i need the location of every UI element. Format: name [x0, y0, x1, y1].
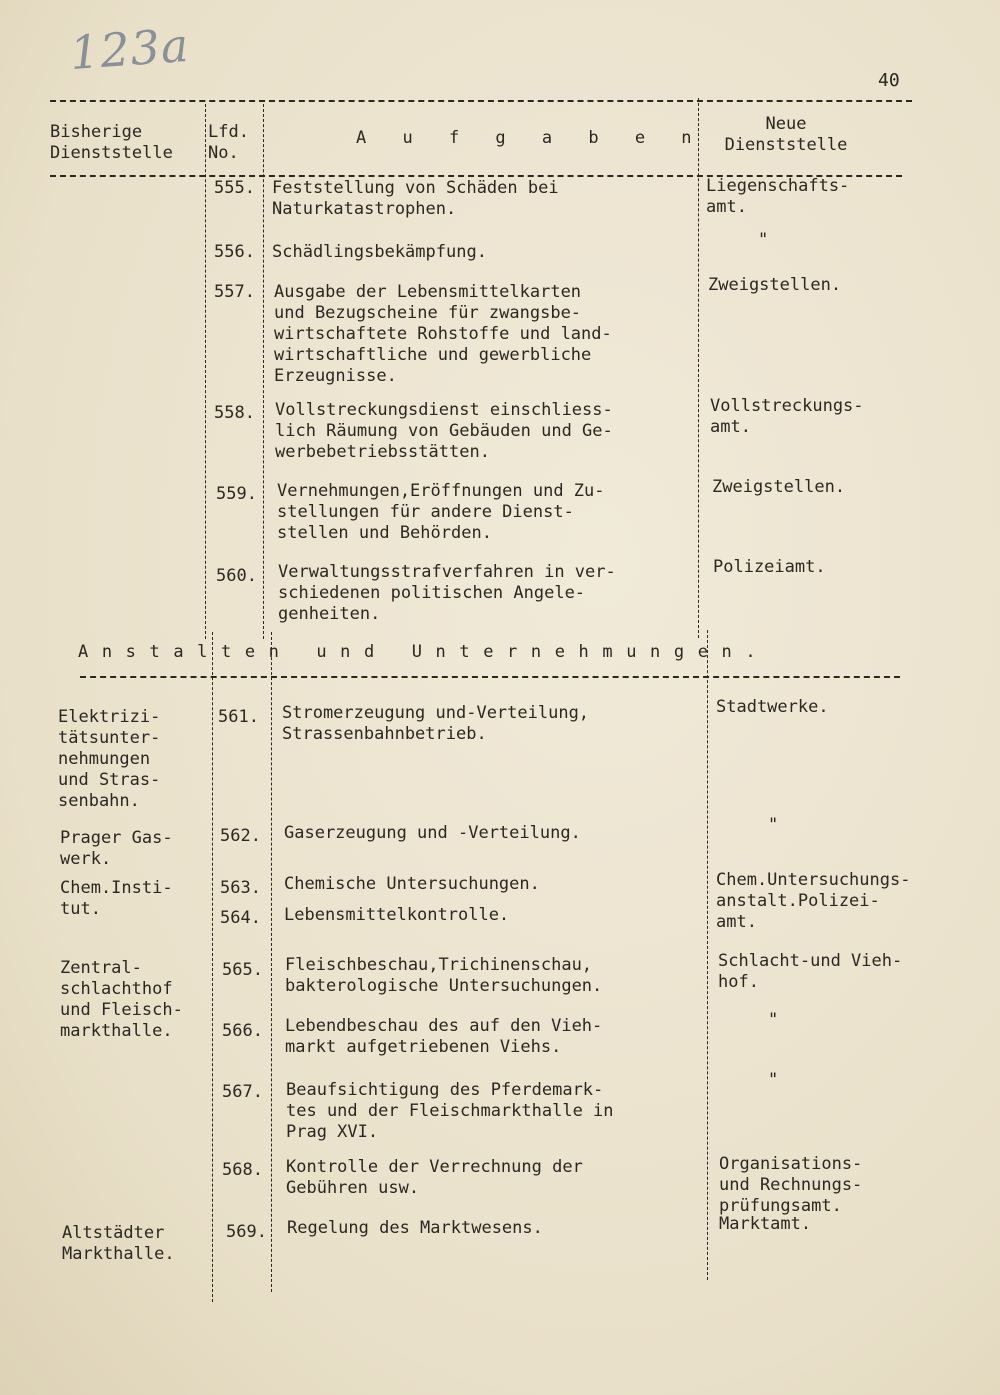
column-separator	[205, 104, 206, 639]
row-old-office: Elektrizi- tätsunter- nehmungen und Stras- senbahn.	[58, 707, 161, 811]
row-old-office: Zentral- schlachthof und Fleisch- markthalle.	[60, 958, 183, 1041]
row-task: Fleischbeschau,Trichinenschau, bakterologische Untersuchungen.	[285, 955, 603, 996]
row-new-office: Vollstreckungs- amt.	[710, 396, 864, 437]
row-task: Stromerzeugung und-Verteilung, Strassenbahnbetrieb.	[282, 703, 590, 744]
row-task: Lebensmittelkontrolle.	[284, 905, 510, 925]
handwritten-page-note: 123a	[68, 17, 191, 81]
row-old-office: Altstädter Markthalle.	[62, 1223, 175, 1264]
column-separator	[271, 632, 272, 1292]
header-top-rule	[50, 100, 912, 102]
section-rule	[80, 676, 900, 678]
row-number: 559.	[216, 484, 257, 504]
row-new-office: Zweigstellen.	[708, 275, 842, 295]
row-number: 563.	[220, 878, 261, 898]
row-task: Regelung des Marktwesens.	[287, 1218, 543, 1238]
row-number: 566.	[222, 1021, 263, 1041]
row-new-office: "	[768, 1010, 779, 1030]
row-number: 568.	[222, 1160, 263, 1180]
row-new-office: Chem.Untersuchungs- anstalt.Polizei- amt.	[716, 870, 911, 932]
row-task: Beaufsichtigung des Pferdemark- tes und der Fleischmarkthalle in Prag XVI.	[286, 1080, 614, 1142]
row-number: 561.	[218, 707, 259, 727]
row-task: Schädlingsbekämpfung.	[272, 242, 487, 262]
column-separator	[212, 632, 213, 1302]
row-task: Vollstreckungsdienst einschliess- lich Räumung von Gebäuden und Ge- werbebetriebsstätten.	[275, 400, 613, 462]
row-task: Gaserzeugung und -Verteilung.	[284, 823, 581, 843]
row-number: 558.	[214, 403, 255, 423]
row-task: Lebendbeschau des auf den Vieh- markt aufgetriebenen Viehs.	[285, 1016, 603, 1057]
column-separator	[698, 98, 699, 638]
header-tasks: A u f g a b e n	[356, 128, 705, 148]
row-task: Verwaltungsstrafverfahren in ver- schiedenen politischen Angele- genheiten.	[278, 562, 616, 624]
row-new-office: Schlacht-und Vieh- hof.	[718, 951, 903, 992]
row-number: 556.	[214, 242, 255, 262]
row-number: 555.	[214, 178, 255, 198]
row-new-office: "	[768, 815, 779, 835]
header-number: Lfd. No.	[208, 122, 249, 163]
row-task: Ausgabe der Lebensmittelkarten und Bezugscheine für zwangsbe- wirtschaftete Rohstoffe und land- wirtschaftliche und gewerbliche Erzeugnisse.	[274, 282, 612, 386]
row-task: Kontrolle der Verrechnung der Gebühren usw.	[286, 1157, 583, 1198]
row-new-office: "	[768, 1070, 779, 1090]
column-separator	[263, 104, 264, 639]
page-number: 40	[878, 70, 900, 91]
row-new-office: Liegenschafts- amt.	[706, 176, 850, 217]
row-new-office: Polizeiamt.	[713, 557, 826, 577]
row-number: 562.	[220, 826, 261, 846]
row-new-office: "	[758, 230, 769, 250]
row-number: 565.	[222, 960, 263, 980]
row-number: 567.	[222, 1082, 263, 1102]
row-task: Vernehmungen,Eröffnungen und Zu- stellungen für andere Dienst- stellen und Behörden.	[277, 481, 605, 543]
row-new-office: Organisations- und Rechnungs- prüfungsamt.	[719, 1154, 863, 1216]
row-new-office: Zweigstellen.	[712, 477, 846, 497]
row-new-office: Marktamt.	[719, 1214, 812, 1234]
row-task: Chemische Untersuchungen.	[284, 874, 540, 894]
row-old-office: Prager Gas- werk.	[60, 828, 173, 869]
section-title: Anstalten und Unternehmungen.	[78, 642, 770, 662]
row-old-office: Chem.Insti- tut.	[60, 878, 173, 919]
row-new-office: Stadtwerke.	[716, 697, 829, 717]
row-number: 560.	[216, 566, 257, 586]
row-number: 564.	[220, 908, 261, 928]
row-number: 569.	[226, 1222, 267, 1242]
header-new-office: Neue Dienststelle	[724, 114, 848, 155]
column-separator	[707, 630, 708, 1280]
row-number: 557.	[214, 282, 255, 302]
row-task: Feststellung von Schäden bei Naturkatastrophen.	[272, 178, 559, 219]
header-old-office: Bisherige Dienststelle	[50, 122, 173, 163]
